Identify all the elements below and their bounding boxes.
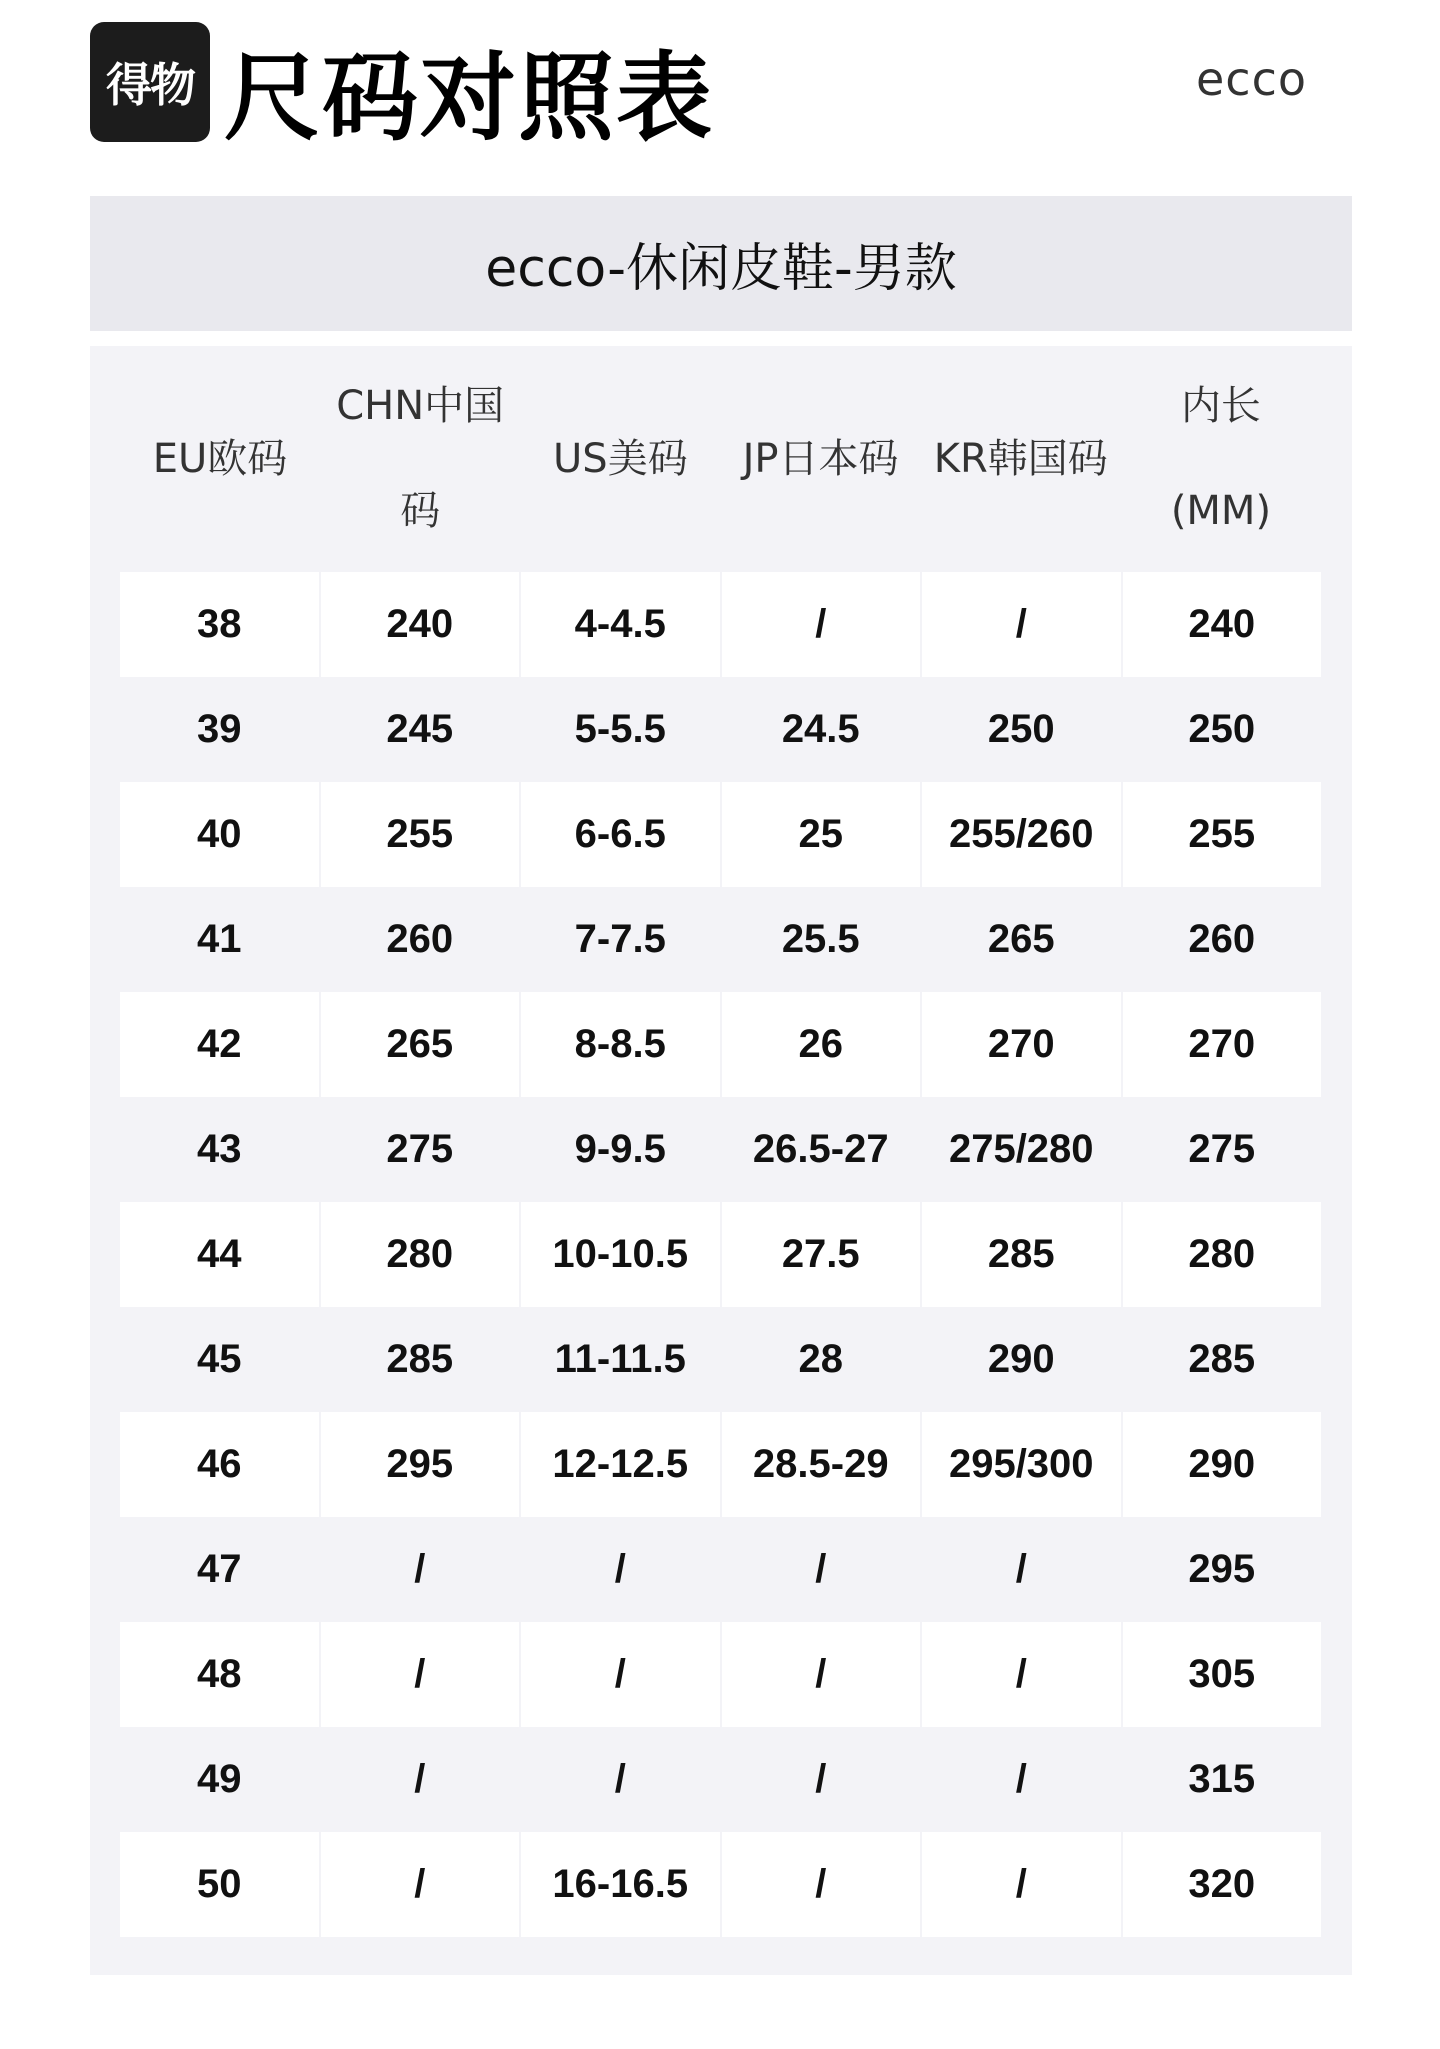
table-cell: 5-5.5 [574,707,666,751]
table-cell: / [614,1547,626,1591]
table-cell: 9-9.5 [574,1127,666,1171]
table-cell: / [922,1622,1121,1727]
table-cell: 275/280 [948,1127,1094,1171]
table-cell: 27.5 [722,1202,921,1307]
table-cell: / [1015,1547,1027,1591]
column-header-eu [120,346,320,571]
table-cell: / [722,1622,921,1727]
table-cell: / [414,1547,426,1591]
table-row [120,1412,1321,1517]
table-cell: 285 [922,1202,1121,1307]
table-cell: 315 [1188,1757,1256,1801]
table-header-row [120,346,1321,571]
table-cell: 28.5-29 [722,1412,921,1517]
table-cell: 280 [321,1202,520,1307]
table-cell: 250 [987,707,1055,751]
table-cell: 290 [1123,1412,1322,1517]
table-cell: 26.5-27 [752,1127,889,1171]
table-row [120,1097,1321,1202]
table-cell: 46 [120,1412,319,1517]
table-cell: 26 [722,992,921,1097]
table-cell: 250 [1188,707,1256,751]
table-cell: 255/260 [922,782,1121,887]
table-cell: 255 [1123,782,1322,887]
table-cell: 285 [386,1337,454,1381]
column-header-inner-length [1121,346,1321,571]
table-cell: 8-8.5 [521,992,720,1097]
table-cell: 240 [321,572,520,677]
table-cell: 40 [120,782,319,887]
table-cell: / [922,572,1121,677]
table-cell: 255 [321,782,520,887]
table-cell: 48 [120,1622,319,1727]
table-cell: 4-4.5 [521,572,720,677]
column-header-us [520,346,720,571]
table-cell: 38 [120,572,319,677]
table-cell: / [521,1622,720,1727]
column-header-chn [320,346,520,571]
table-cell: 45 [197,1337,242,1381]
table-cell: 16-16.5 [521,1832,720,1937]
table-cell: 42 [120,992,319,1097]
column-header-label: CHN中国码 [336,382,505,534]
table-cell: 305 [1123,1622,1322,1727]
table-cell: / [1015,1757,1027,1801]
table-cell: 290 [987,1337,1055,1381]
chart-subtitle: ecco-休闲皮鞋-男款 [485,239,957,299]
subtitle-bar [90,196,1352,331]
table-cell: / [722,1832,921,1937]
table-cell: 260 [1188,917,1256,961]
column-header-label: 内长(MM) [1170,382,1272,534]
table-cell: 41 [197,917,242,961]
table-cell: 245 [386,707,454,751]
table-cell: 6-6.5 [521,782,720,887]
table-cell: 39 [197,707,242,751]
app-logo [90,22,210,142]
brand-logo: ecco [1196,52,1308,106]
table-cell: 10-10.5 [521,1202,720,1307]
table-row [120,1202,1321,1307]
table-row [120,1727,1321,1832]
table-row [120,1832,1321,1937]
table-row [120,677,1321,782]
size-table [90,346,1352,1975]
table-row [120,1622,1321,1727]
table-cell: 295 [321,1412,520,1517]
table-cell: 270 [1123,992,1322,1097]
table-cell: 280 [1123,1202,1322,1307]
table-row [120,1517,1321,1622]
logo-text: 得物 [106,58,194,112]
column-header-jp [721,346,921,571]
table-cell: 275 [386,1127,454,1171]
table-cell: 25.5 [781,917,860,961]
table-cell: 43 [197,1127,242,1171]
table-cell: 25 [722,782,921,887]
table-cell: / [321,1832,520,1937]
column-header-label: EU欧码 [152,435,288,482]
table-cell: / [321,1622,520,1727]
table-cell: 265 [321,992,520,1097]
table-cell: / [815,1757,827,1801]
table-cell: 270 [922,992,1121,1097]
table-cell: 7-7.5 [574,917,666,961]
table-cell: 12-12.5 [521,1412,720,1517]
table-cell: 320 [1123,1832,1322,1937]
table-cell: 50 [120,1832,319,1937]
table-cell: 260 [386,917,454,961]
table-row [120,782,1321,887]
table-row [120,1307,1321,1412]
table-cell: 295 [1188,1547,1256,1591]
table-cell: 44 [120,1202,319,1307]
table-cell: 265 [987,917,1055,961]
table-cell: / [922,1832,1121,1937]
table-cell: / [614,1757,626,1801]
column-header-label: JP日本码 [742,435,899,482]
table-cell: 11-11.5 [554,1337,686,1381]
column-header-kr [921,346,1121,571]
table-cell: 24.5 [781,707,860,751]
column-header-label: KR韩国码 [933,435,1108,482]
column-header-label: US美码 [553,435,688,482]
table-cell: / [414,1757,426,1801]
table-row [120,572,1321,677]
table-cell: 240 [1123,572,1322,677]
table-cell: 47 [197,1547,242,1591]
table-cell: 295/300 [922,1412,1121,1517]
table-cell: / [815,1547,827,1591]
table-cell: / [722,572,921,677]
page-title: 尺码对照表 [224,42,714,154]
table-cell: 275 [1188,1127,1256,1171]
table-cell: 285 [1188,1337,1256,1381]
table-cell: 49 [197,1757,242,1801]
table-row [120,887,1321,992]
table-cell: 28 [798,1337,843,1381]
table-row [120,992,1321,1097]
